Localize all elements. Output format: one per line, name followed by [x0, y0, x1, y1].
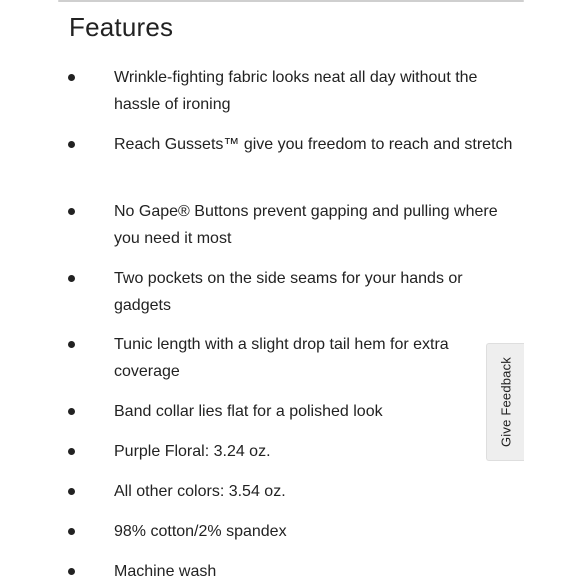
feature-text: Machine wash	[114, 563, 217, 580]
bullet-icon	[68, 568, 75, 575]
bullet-icon	[68, 141, 75, 148]
bullet-icon	[68, 408, 75, 415]
features-list	[0, 64, 580, 580]
bullet-icon	[68, 528, 75, 535]
section-title: Features	[69, 12, 174, 42]
bullet-icon	[68, 275, 75, 282]
feature-text: Tunic length with a slight drop tail hem for extra coverage	[114, 336, 449, 380]
feature-text: Two pockets on the side seams for your hands or gadgets	[114, 270, 463, 314]
list-item	[0, 518, 580, 558]
feature-text: Band collar lies flat for a polished look	[114, 403, 383, 420]
bullet-icon	[68, 488, 75, 495]
top-divider	[58, 0, 524, 2]
feature-text: No Gape® Buttons prevent gapping and pulling where you need it most	[114, 203, 498, 247]
list-item	[0, 131, 580, 198]
list-item	[0, 198, 580, 265]
feature-text: Wrinkle-fighting fabric looks neat all day without the hassle of ironing	[114, 69, 478, 113]
list-item	[0, 558, 580, 580]
feature-text: 98% cotton/2% spandex	[114, 523, 287, 540]
give-feedback-label: Give Feedback	[498, 356, 513, 448]
give-feedback-button[interactable]	[486, 343, 524, 461]
list-item	[0, 478, 580, 518]
list-item	[0, 265, 580, 331]
bullet-icon	[68, 74, 75, 81]
bullet-icon	[68, 208, 75, 215]
feature-text: Purple Floral: 3.24 oz.	[114, 443, 271, 460]
feature-text: Reach Gussets™ give you freedom to reach and stretch	[114, 136, 513, 153]
feature-text: All other colors: 3.54 oz.	[114, 483, 286, 500]
bullet-icon	[68, 448, 75, 455]
list-item	[0, 64, 580, 131]
bullet-icon	[68, 341, 75, 348]
